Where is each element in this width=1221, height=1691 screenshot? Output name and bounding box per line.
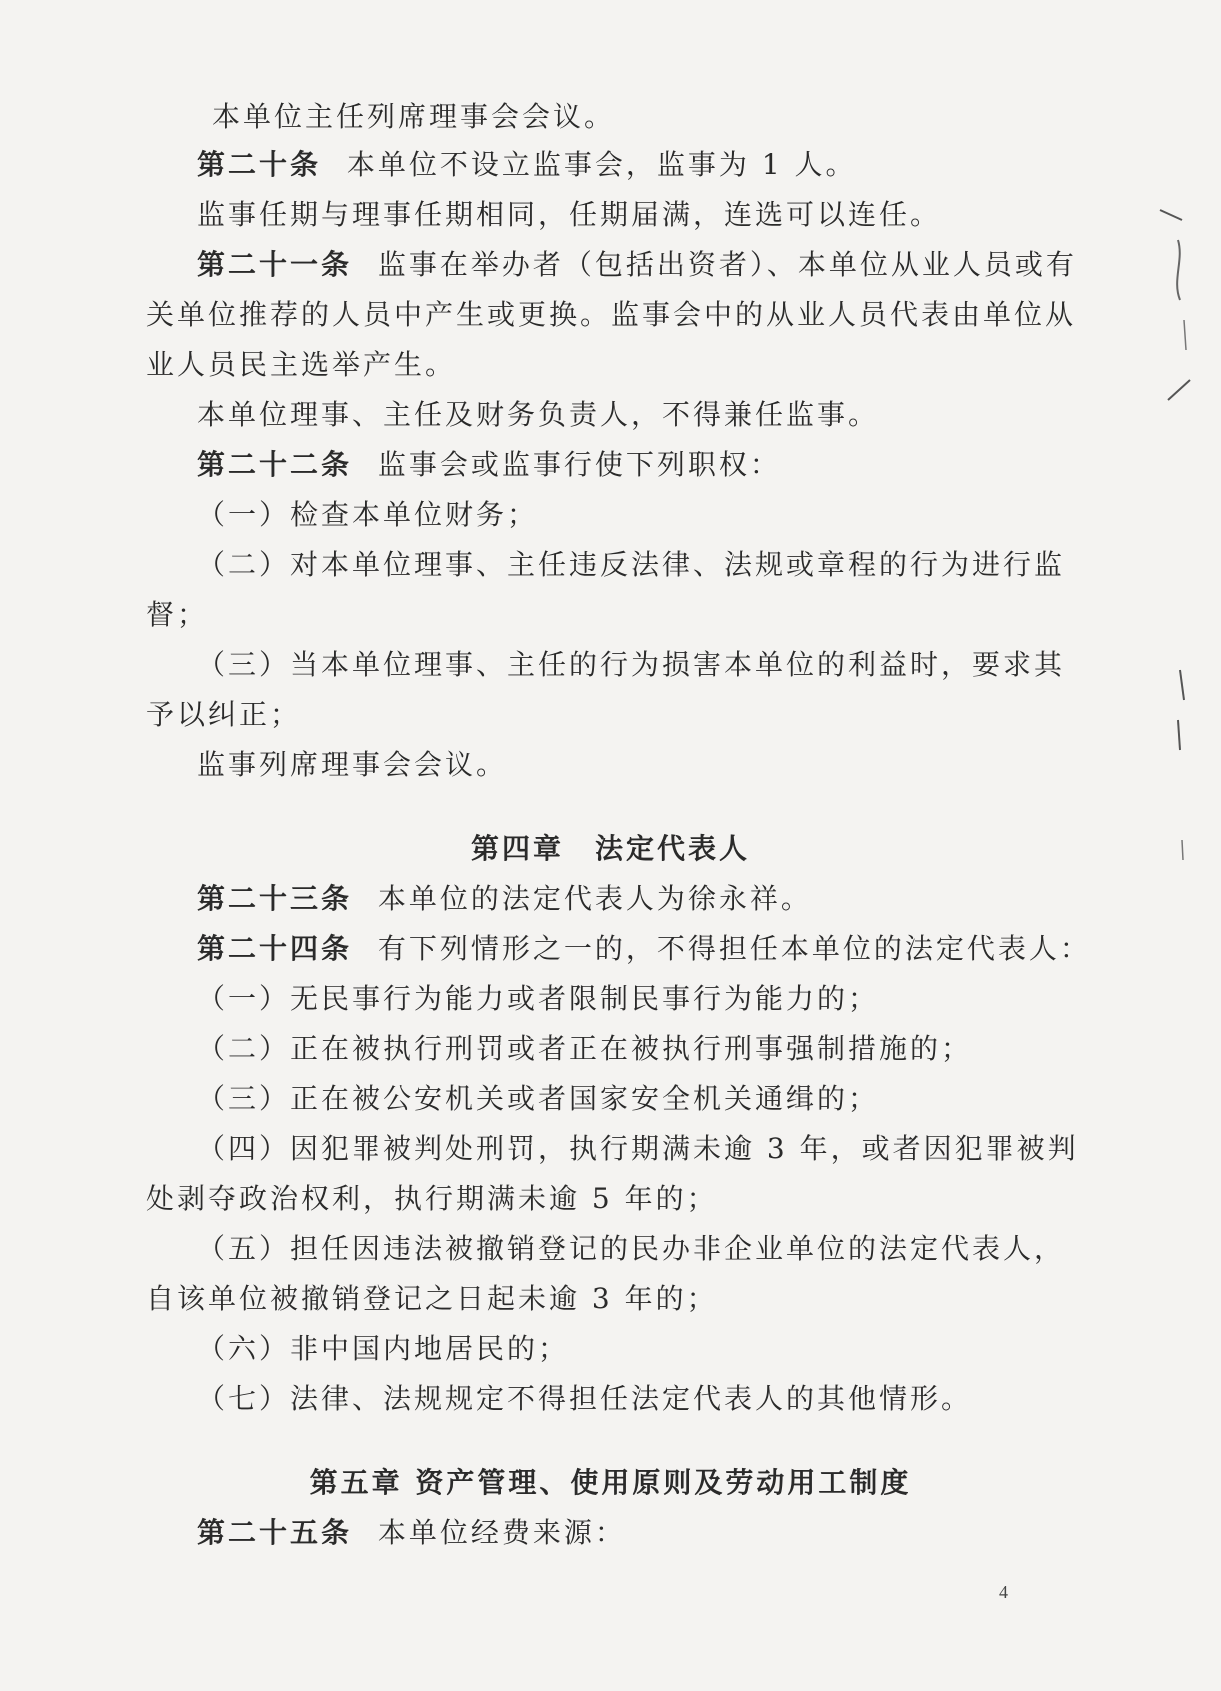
article-20 bbox=[197, 148, 857, 182]
text-line: 本单位主任列席理事会会议。 bbox=[212, 100, 616, 133]
article-23 bbox=[197, 882, 812, 916]
article-text: 监事会或监事行使下列职权： bbox=[377, 448, 781, 481]
text-line: （三）正在被公安机关或者国家安全机关通缉的； bbox=[197, 1082, 880, 1115]
article-number: 第二十条 bbox=[197, 148, 322, 181]
text-line: （一）检查本单位财务； bbox=[197, 498, 539, 531]
article-number: 第二十五条 bbox=[197, 1516, 353, 1549]
text-line: 本单位理事、主任及财务负责人，不得兼任监事。 bbox=[197, 398, 880, 431]
page-number: 4 bbox=[999, 1582, 1008, 1602]
article-number: 第二十二条 bbox=[197, 448, 353, 481]
chapter-4-heading: 第四章 法定代表人 bbox=[470, 832, 750, 865]
text-line: （三）当本单位理事、主任的行为损害本单位的利益时，要求其 bbox=[197, 648, 1066, 681]
article-number: 第二十四条 bbox=[197, 932, 353, 965]
text-line: 处剥夺政治权利，执行期满未逾 5 年的； bbox=[146, 1182, 718, 1215]
text-line: 关单位推荐的人员中产生或更换。监事会中的从业人员代表由单位从 bbox=[146, 298, 1077, 331]
article-text: 本单位不设立监事会，监事为 1 人。 bbox=[346, 148, 857, 181]
text-line: （二）对本单位理事、主任违反法律、法规或章程的行为进行监 bbox=[197, 548, 1066, 581]
text-line: 自该单位被撤销登记之日起未逾 3 年的； bbox=[146, 1282, 718, 1315]
article-25 bbox=[197, 1516, 626, 1550]
margin-seal-mark bbox=[1150, 200, 1210, 1100]
text-line: 监事任期与理事任期相同，任期届满，连选可以连任。 bbox=[197, 198, 942, 231]
article-text: 有下列情形之一的，不得担任本单位的法定代表人： bbox=[377, 932, 1091, 965]
text-line: 督； bbox=[146, 598, 209, 631]
text-line: （四）因犯罪被判处刑罚，执行期满未逾 3 年，或者因犯罪被判 bbox=[197, 1132, 1079, 1165]
article-text: 监事在举办者（包括出资者）、本单位从业人员或有 bbox=[377, 248, 1077, 281]
article-number: 第二十三条 bbox=[197, 882, 353, 915]
text-line: （五）担任因违法被撤销登记的民办非企业单位的法定代表人， bbox=[197, 1232, 1066, 1265]
text-line: 业人员民主选举产生。 bbox=[146, 348, 457, 381]
text-line: （一）无民事行为能力或者限制民事行为能力的； bbox=[197, 982, 880, 1015]
article-text: 本单位的法定代表人为徐永祥。 bbox=[377, 882, 812, 915]
article-text: 本单位经费来源： bbox=[377, 1516, 626, 1549]
text-line: （二）正在被执行刑罚或者正在被执行刑事强制措施的； bbox=[197, 1032, 973, 1065]
text-line: 监事列席理事会会议。 bbox=[197, 748, 508, 781]
article-21 bbox=[197, 248, 1077, 282]
article-22 bbox=[197, 448, 781, 482]
text-line: 予以纠正； bbox=[146, 698, 302, 731]
chapter-5-heading: 第五章 资产管理、使用原则及劳动用工制度 bbox=[309, 1466, 912, 1499]
text-line: （六）非中国内地居民的； bbox=[197, 1332, 570, 1365]
text-line: （七）法律、法规规定不得担任法定代表人的其他情形。 bbox=[197, 1382, 973, 1415]
article-number: 第二十一条 bbox=[197, 248, 353, 281]
article-24 bbox=[197, 932, 1091, 966]
